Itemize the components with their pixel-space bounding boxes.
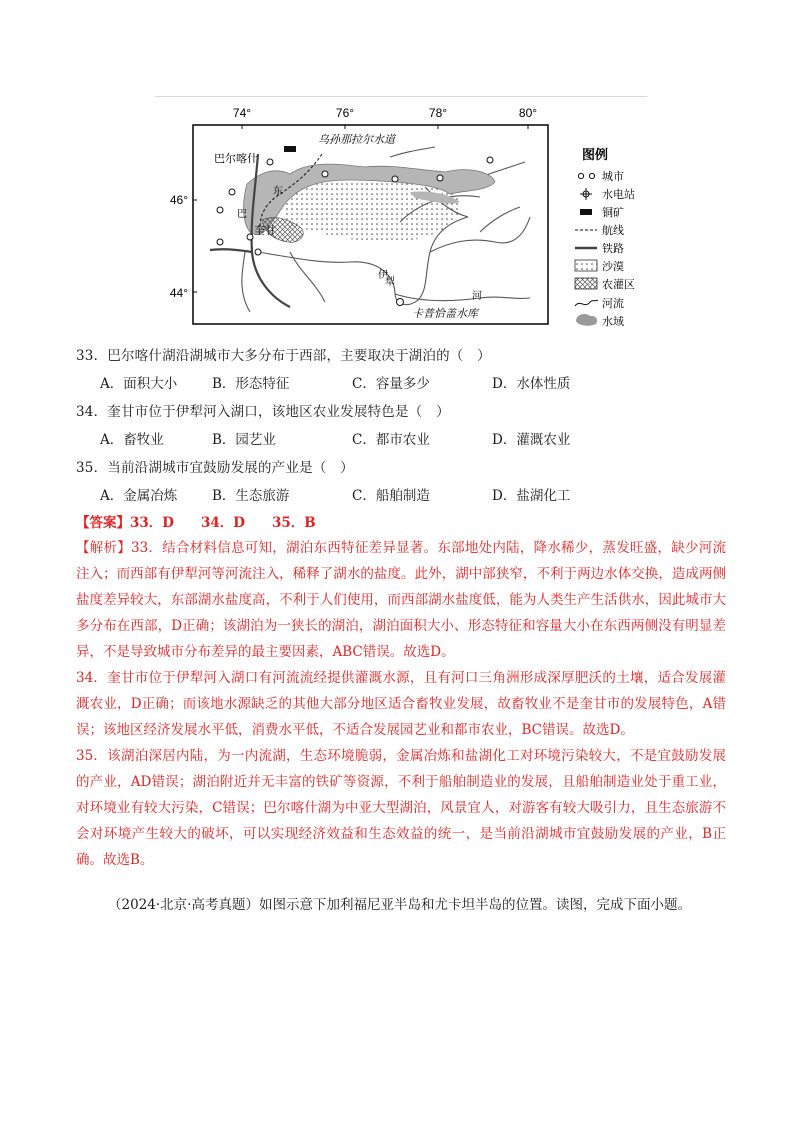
river-symbol — [575, 300, 598, 306]
q34-option-c: C．都市农业 — [352, 432, 430, 448]
question-33: 33．巴尔喀什湖沿湖城市大多分布于西部，主要取决于湖泊的（ ） — [76, 348, 491, 364]
label-dong: 东 — [273, 186, 283, 197]
q33-option-b: B．形态特征 — [212, 376, 290, 392]
water-symbol — [576, 314, 597, 326]
label-wusu-channel: 乌孙那拉尔水道 — [318, 133, 395, 146]
label-yi: 伊 — [378, 270, 388, 281]
q35-option-d: D．盐湖化工 — [492, 488, 571, 504]
top-divider — [155, 96, 647, 97]
q35-option-c: C．船舶制造 — [352, 488, 430, 504]
legend-irrigation: 农灌区 — [602, 278, 635, 291]
analysis-35: 35．该湖泊深居内陆，为一内流湖，生态环境脆弱，金属冶炼和盐湖化工对环境污染较大，不是宜鼓励发展的产业，AD错误；湖泊附近并无丰富的铁矿等资源，不利于船舶制造业的发展，且船舶制造业处于重工业，对环境业有较大污染，C错误；巴尔喀什湖为中亚大型湖泊，风景宜人，对游客有较大吸引力，且生态旅游不会对环境产生较大的破坏，可以实现经济效益和生态效益的统一，是当前沿湖城市宜鼓励发展的产业，B正确。故选B。 — [76, 748, 726, 868]
legend-desert: 沙漠 — [602, 260, 624, 273]
lon-78: 78° — [428, 106, 448, 120]
label-balkhash-city: 巴尔喀什 — [214, 152, 258, 165]
label-kuiqan: 奎甘 — [254, 224, 276, 237]
map-legend — [575, 147, 635, 328]
legend-railway: 铁路 — [602, 242, 624, 255]
q34-option-b: B．园艺业 — [212, 432, 276, 448]
copper-mine-marker — [284, 146, 296, 152]
lon-74: 74° — [232, 106, 252, 120]
lon-80: 80° — [518, 106, 538, 120]
q35-option-a: A．金属冶炼 — [100, 488, 178, 504]
analysis-33: 【解析】33．结合材料信息可知，湖泊东西特征差异显著。东部地处内陆，降水稀少，蒸发旺盛，缺少河流注入；而西部有伊犁河等河流注入，稀释了湖水的盐度。此外，湖中部狭窄，不利于两边水体交换，造成两侧盐度差异较大，东部湖水盐度高，不利于人们使用，而西部湖水盐度低，能为人类生产生活供水，因此城市大多分布在西部，D正确；该湖泊为一狭长的湖泊，湖泊面积大小、形态特征和容量大小在东西两侧没有明显差异，不是导致城市分布差异的最主要因素，ABC错误。故选D。 — [76, 540, 726, 660]
label-ba: 巴 — [237, 209, 247, 220]
question-34: 34．奎甘市位于伊犁河入湖口，该地区农业发展特色是（ ） — [76, 404, 450, 420]
q34-option-d: D．灌溉农业 — [492, 432, 571, 448]
desert-symbol — [575, 260, 597, 271]
legend-water: 水域 — [602, 315, 624, 328]
lat-46: 46° — [169, 193, 188, 207]
legend-title: 图例 — [582, 148, 609, 163]
legend-city: 城市 — [602, 170, 624, 183]
hydropower-symbol — [580, 188, 592, 200]
label-reservoir: 卡普恰盖水库 — [412, 307, 478, 320]
next-question-intro: （2024·北京·高考真题）如图示意下加利福尼亚半岛和尤卡坦半岛的位置。读图，完成下面小题。 — [108, 897, 691, 913]
legend-hydropower: 水电站 — [602, 188, 635, 201]
city-symbol — [578, 173, 594, 178]
copper-mine-symbol — [580, 209, 592, 215]
question-35: 35．当前沿湖城市宜鼓励发展的产业是（ ） — [76, 460, 354, 476]
q35-option-b: B．生态旅游 — [212, 488, 290, 504]
lat-44: 44° — [169, 286, 188, 300]
legend-route: 航线 — [602, 224, 624, 237]
lon-76: 76° — [335, 106, 355, 120]
answer-line: 【答案】33．D 34．D 35．B — [76, 515, 316, 531]
balkhash-lake-map — [150, 102, 670, 332]
label-he: 河 — [472, 291, 482, 302]
irrigation-symbol — [575, 278, 597, 289]
analysis-34: 34．奎甘市位于伊犁河入湖口有河流流经提供灌溉水源，且有河口三角洲形成深厚肥沃的土壤，适合发展灌溉农业，D正确；而该地水源缺乏的其他大部分地区适合畜牧业发展，故畜牧业不是奎甘市的发展特色，A错误；该地区经济发展水平低，消费水平低，不适合发展园艺业和都市农业，BC错误。故选D。 — [76, 670, 726, 738]
q33-option-a: A．面积大小 — [100, 376, 178, 392]
q33-option-d: D．水体性质 — [492, 376, 571, 392]
q33-option-c: C．容量多少 — [352, 376, 430, 392]
label-li: 犁 — [385, 277, 395, 288]
legend-copper: 铜矿 — [602, 206, 624, 219]
legend-river: 河流 — [602, 297, 624, 310]
q34-option-a: A．畜牧业 — [100, 432, 164, 448]
